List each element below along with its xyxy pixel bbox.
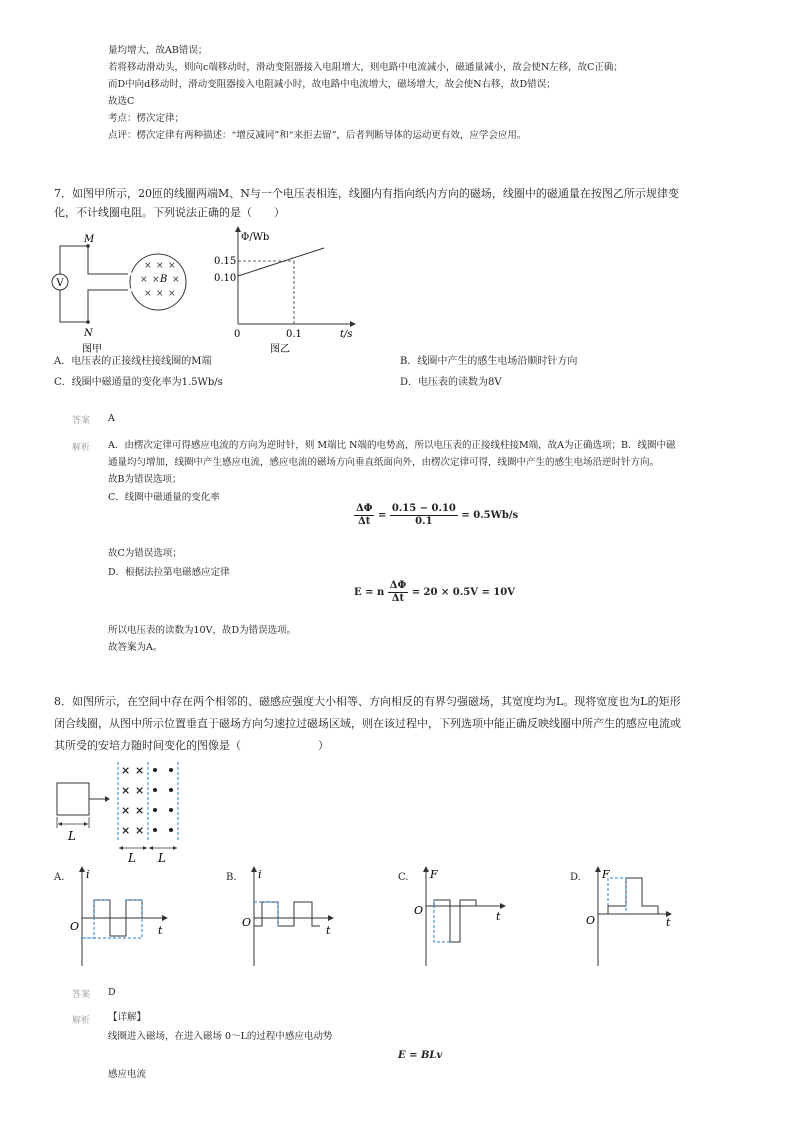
analysis-line: 故答案为A。: [108, 642, 163, 653]
question-7-stem: 化，不计线圈电阻。下列说法正确的是（ ）: [54, 206, 285, 219]
option-d: D．电压表的读数为8V: [400, 377, 502, 388]
analysis-line: 感应电流: [108, 1069, 147, 1080]
option-b-graph: [238, 866, 348, 970]
analysis-line: 所以电压表的读数为10V，故D为错误选项。: [108, 625, 297, 636]
origin-label: O: [586, 914, 596, 927]
figure-coil-circuit: [40, 228, 200, 355]
y-axis-label: Φ/Wb: [241, 232, 270, 243]
answer-label: 答案: [72, 416, 91, 426]
answer-label: 答案: [72, 990, 91, 1000]
equation-emf-blv: E = BLv: [398, 1050, 443, 1061]
answer-value: D: [108, 987, 116, 998]
equation-flux-rate: $\frac{\Delta\Phi}{\Delta t}$ = $\frac{0.15 - 0.10}{0.1}$ = 0.5Wb/s: [356, 503, 519, 527]
option-b: B．线圈中产生的感生电场沿顺时针方向: [400, 356, 578, 367]
text-line: 而D中向d移动时，滑动变阻器接入电阻减小时，故电路中电流增大，磁场增大，故会使N右移，故D错误；: [108, 79, 556, 90]
analysis-line: 故C为错误选项；: [108, 548, 182, 559]
equation-emf: E = n $\frac{\Delta\Phi}{\Delta t}$ = 20 × 0.5V = 10V: [354, 580, 515, 604]
option-c-graph: [410, 866, 520, 970]
voltmeter-label: V: [56, 278, 64, 289]
x-axis-label: t: [666, 916, 671, 929]
option-a: A．电压表的正接线柱接线圈的M端: [54, 356, 212, 367]
figure-flux-graph: [210, 228, 370, 355]
analysis-line: C．线圈中磁通量的变化率: [108, 492, 220, 503]
text-line: 故选C: [108, 96, 135, 107]
question-8-stem: 8．如图所示，在空间中存在两个相邻的、磁感应强度大小相等、方向相反的有界匀强磁场，其宽度均为L。现将宽度也为L的矩形: [54, 695, 681, 708]
origin-label: 0: [234, 329, 241, 340]
x-axis-label: t/s: [340, 329, 353, 340]
svg-text:×: ×: [172, 275, 180, 285]
analysis-line: A．由楞次定律可得感应电流的方向为逆时针，则 M端比 N端的电势高，所以电压表的正接线柱接M端，故A为正确选项；B．线圈中磁: [108, 440, 676, 451]
svg-text:×: ×: [168, 261, 176, 271]
answer-value: A: [108, 413, 115, 424]
terminal-m-label: M: [84, 234, 95, 245]
origin-label: O: [242, 916, 252, 929]
figure-field-regions: [50, 760, 200, 866]
option-c-label: C.: [398, 872, 409, 883]
question-8-stem: 闭合线圈，从图中所示位置垂直于磁场方向匀速拉过磁场区域，则在该过程中，下列选项中能正确反映线圈中所产生的感应电流或: [54, 717, 681, 730]
svg-text:×: ×: [144, 289, 152, 299]
option-c: C．线圈中磁通量的变化率为1.5Wb/s: [54, 377, 223, 388]
svg-text:×: ×: [135, 804, 145, 817]
field-label: B: [160, 274, 168, 285]
width-label: L: [68, 829, 76, 843]
svg-text:×: ×: [152, 275, 160, 285]
option-b-label: B.: [226, 872, 237, 883]
analysis-label: 解析: [72, 443, 91, 453]
y-axis-label: i: [258, 868, 262, 881]
x-axis-label: t: [326, 924, 331, 937]
y-tick-label: 0.15: [214, 256, 237, 267]
text-line: 若将移动滑动头，则向c端移动时，滑动变阻器接入电阻增大，则电路中电流减小，磁通量减小，故会使N左移，故C正确；: [108, 62, 623, 73]
x-axis-label: t: [496, 910, 501, 923]
analysis-line: D．根据法拉第电磁感应定律: [108, 567, 230, 578]
svg-text:×: ×: [121, 784, 131, 797]
origin-label: O: [414, 904, 424, 917]
svg-text:×: ×: [135, 784, 145, 797]
analysis-line: 通量均匀增加，线圈中产生感应电流，感应电流的磁场方向垂直纸面向外，由楞次定律可得，线圈中产生的感生电场沿逆时针方向。: [108, 457, 660, 468]
svg-text:×: ×: [121, 824, 131, 837]
option-d-label: D.: [570, 872, 581, 883]
svg-text:×: ×: [156, 261, 164, 271]
svg-text:×: ×: [156, 289, 164, 299]
question-7-stem: 7．如图甲所示，20匝的线圈两端M、N与一个电压表相连，线圈内有指向纸内方向的磁场，线圈中的磁通量在按图乙所示规律变: [54, 187, 679, 200]
width-label: L: [128, 851, 136, 865]
terminal-n-label: N: [84, 328, 93, 339]
option-a-graph: [66, 866, 176, 970]
svg-text:×: ×: [121, 764, 131, 777]
x-tick-label: 0.1: [286, 329, 302, 340]
text-line: 考点：楞次定律；: [108, 113, 185, 124]
figure-caption: 图乙: [270, 344, 290, 355]
analysis-line: 故B为错误选项；: [108, 474, 182, 485]
y-axis-label: F: [602, 868, 610, 881]
option-a-label: A.: [54, 872, 65, 883]
y-tick-label: 0.10: [214, 273, 237, 284]
width-label: L: [158, 851, 166, 865]
svg-text:×: ×: [144, 261, 152, 271]
text-line: 量均增大，故AB错误；: [108, 45, 208, 56]
text-line: 点评：楞次定律有两种描述：“增反减同”和“来拒去留”，后者判断导体的运动更有效，应学会应用。: [108, 130, 527, 141]
figure-caption: 图甲: [82, 344, 102, 355]
detail-heading: 【详解】: [108, 1012, 147, 1023]
svg-text:×: ×: [135, 824, 145, 837]
svg-text:×: ×: [140, 275, 148, 285]
x-axis-label: t: [158, 924, 163, 937]
analysis-line: 线圈进入磁场，在进入磁场 0～L的过程中感应电动势: [108, 1031, 333, 1042]
y-axis-label: F: [430, 868, 438, 881]
y-axis-label: i: [86, 868, 90, 881]
analysis-label: 解析: [72, 1016, 91, 1026]
svg-text:×: ×: [135, 764, 145, 777]
origin-label: O: [70, 920, 80, 933]
svg-text:×: ×: [121, 804, 131, 817]
option-d-graph: [582, 866, 692, 970]
question-8-stem: 其所受的安培力随时间变化的图像是（ ）: [54, 739, 329, 752]
svg-text:×: ×: [168, 289, 176, 299]
